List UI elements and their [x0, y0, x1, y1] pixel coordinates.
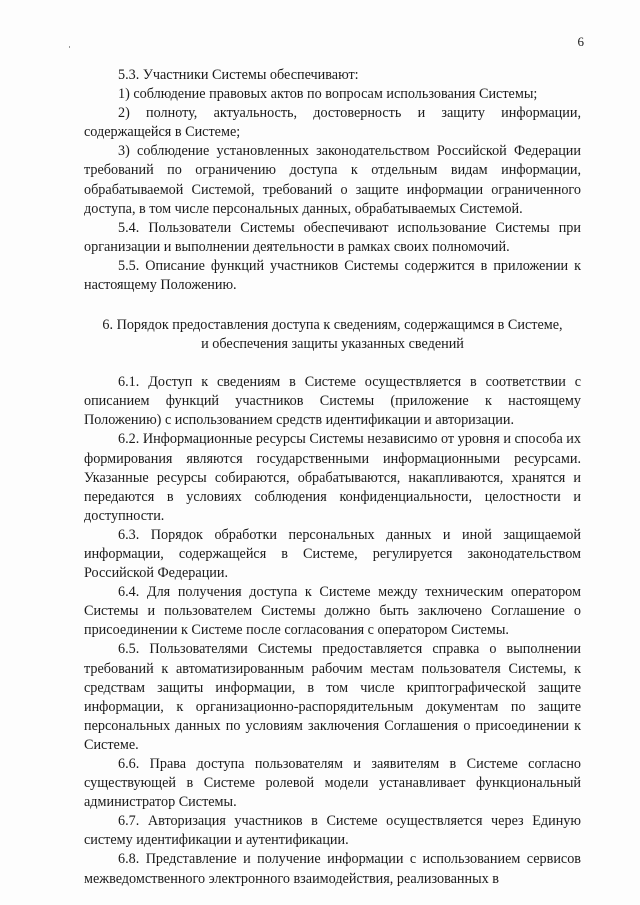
- paragraph-5-3-item-2: 2) полноту, актуальность, достоверность и защиту информации, содержащейся в Системе;: [84, 105, 581, 141]
- paragraph-5-5: 5.5. Описание функций участников Системы содержится в приложении к настоящему Положению.: [84, 257, 581, 294]
- paragraph-6-7: 6.7. Авторизация участников в Системе осуществляется через Единую систему идентификации и аутентификации.: [84, 813, 581, 849]
- paragraph-5-3-item-3: 3) соблюдение установленных законодательством Российской Федерации требований по ограничению доступа к отдельным видам информации, обрабатываемой Системой, требований о защите информации ограниченного доступа, в том числе персональных данных, обрабатываемых Системой.: [84, 143, 581, 217]
- paragraph-6-2: 6.2. Информационные ресурсы Системы независимо от уровня и способа их формирования являются государственными информационными ресурсами. Указанные ресурсы собираются, обрабатываются, накапливаются, хранятся и передаются в условиях соблюдения конфиденциальности, целостности и доступности.: [84, 431, 581, 524]
- section-6-title-line-2: и обеспечения защиты указанных сведений: [201, 336, 464, 353]
- document-body: [84, 66, 581, 889]
- scan-artifact: [69, 46, 70, 48]
- paragraph-5-3-intro: 5.3. Участники Системы обеспечивают:: [118, 67, 359, 83]
- paragraph-6-3: 6.3. Порядок обработки персональных данных и иной защищаемой информации, содержащейся в Системе, регулируется законодательством Российской Федерации.: [84, 526, 581, 582]
- section-6-title-line-1: 6. Порядок предоставления доступа к сведениям, содержащимся в Системе,: [102, 317, 563, 334]
- section-6-title: [84, 316, 581, 354]
- paragraph-5-4: 5.4. Пользователи Системы обеспечивают использование Системы при организации и выполнении деятельности в рамках своих полномочий.: [84, 219, 581, 255]
- paragraph-5-3-item-1: 1) соблюдение правовых актов по вопросам использования Системы;: [118, 86, 538, 103]
- paragraph-6-6: 6.6. Права доступа пользователям и заявителям в Системе согласно существующей в Системе ролевой модели устанавливает функциональный администратор Системы.: [84, 756, 581, 811]
- page-number: 6: [577, 34, 584, 49]
- paragraph-6-8: 6.8. Представление и получение информации с использованием сервисов межведомственного электронного взаимодействия, реализованных в: [84, 851, 581, 887]
- paragraph-6-4: 6.4. Для получения доступа к Системе между техническим оператором Системы и пользователем Системы должно быть заключено Соглашение о присоединении к Системе после согласования с оператором Системы.: [84, 584, 581, 639]
- paragraph-6-1: 6.1. Доступ к сведениям в Системе осуществляется в соответствии с описанием функций участников Системы (приложение к настоящему Положению) с использованием средств идентификации и авторизации.: [84, 374, 581, 429]
- paragraph-6-5: 6.5. Пользователями Системы предоставляется справка о выполнении требований к автоматизированным рабочим местам пользователя Системы, к средствам защиты информации, в том числе криптографической защите информации, к организационно-распорядительным документам по защите персональных данных по условиям заключения Соглашения о присоединении к Системе.: [84, 641, 581, 753]
